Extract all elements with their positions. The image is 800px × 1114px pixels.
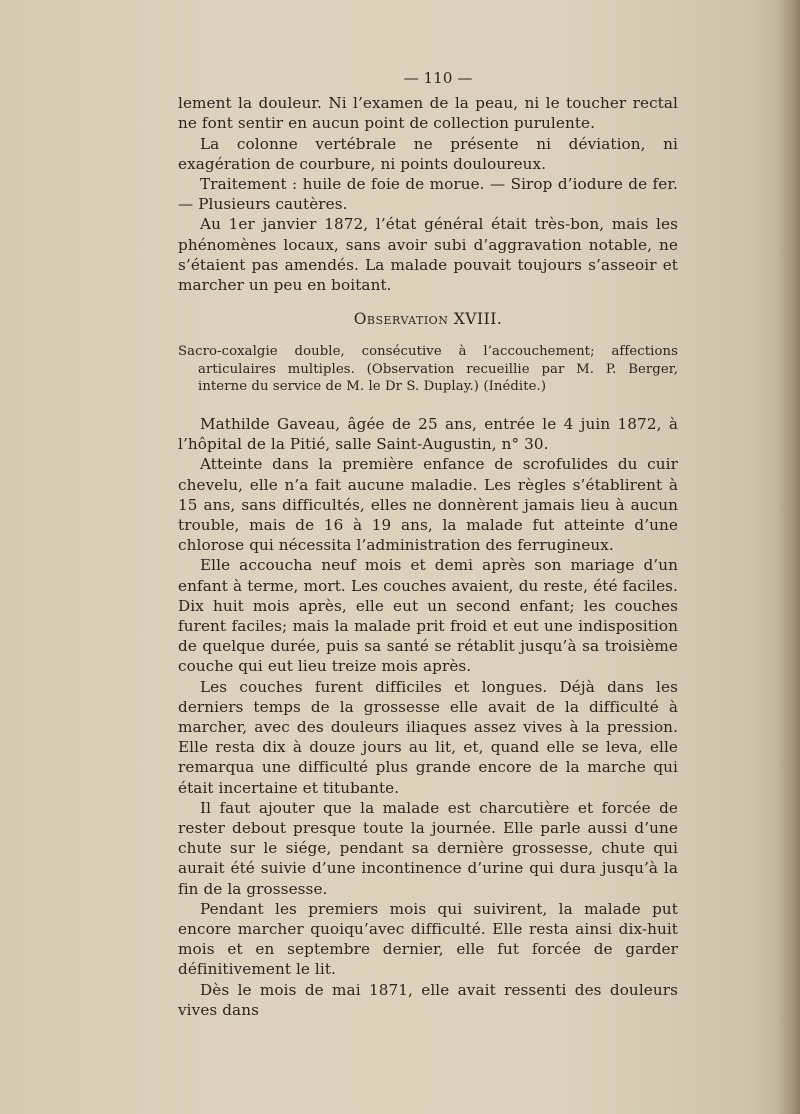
page-number: — 110 — [403, 69, 473, 87]
observation-title-prefix: Observation [353, 310, 449, 329]
text-column [178, 68, 678, 1020]
body-paragraph-1: Mathilde Gaveau, âgée de 25 ans, entrée le 4 juin 1872, à l’hôpital de la Pitié, salle Saint-Augustin, n° 30. [178, 414, 678, 454]
body-paragraph-3: Elle accoucha neuf mois et demi après son mariage d’un enfant à terme, mort. Les couches avaient, du reste, été faciles. Dix huit mois après, elle eut un second enfant; les couches furent faciles; mais la malade prit froid et eut une indisposition de quelque durée, puis sa santé se rétablit jusqu’à sa troisième couche qui eut lieu treize mois après. [178, 556, 678, 676]
intro-paragraph-4: Au 1er janvier 1872, l’état général était très-bon, mais les phénomènes locaux, sans avoir subi d’aggravation notable, ne s’étaient pas amendés. La malade pouvait toujours s’asseoir et marcher un peu en boitant. [178, 215, 678, 295]
intro-paragraph-1: lement la douleur. Ni l’examen de la peau, ni le toucher rectal ne font sentir en aucun point de collection purulente. [178, 94, 678, 133]
observation-summary: Sacro-coxalgie double, consécutive à l’accouchement; affections articulaires multiples. (Observation recueillie par M. P. Berger, interne du service de M. le Dr S. Duplay.) (Inédite.) [178, 344, 678, 395]
body-paragraph-2: Atteinte dans la première enfance de scrofulides du cuir chevelu, elle n’a fait aucune maladie. Les règles s’établirent à 15 ans, sans difficultés, elles ne donnèrent jamais lieu à aucun trouble, mais de 16 à 19 ans, la malade fut atteinte d’une chlorose qui nécessita l’administration des ferrugineux. [178, 455, 678, 555]
intro-paragraph-2: La colonne vertébrale ne présente ni déviation, ni exagération de courbure, ni points douloureux. [178, 134, 678, 173]
body-paragraph-5: Il faut ajouter que la malade est charcutière et forcée de rester debout presque toute la journée. Elle parle aussi d’une chute sur le siége, pendant sa dernière grossesse, chute qui aurait été suivie d’une incontinence d’urine qui dura jusqu’à la fin de la grossesse. [178, 798, 678, 898]
observation-title [178, 309, 678, 329]
body-paragraph-4: Les couches furent difficiles et longues. Déjà dans les derniers temps de la grossesse elle avait de la difficulté à marcher, avec des douleurs iliaques assez vives à la pression. Elle resta dix à douze jours au lit, et, quand elle se leva, elle remarqua une difficulté plus grande encore de la marche qui était incertaine et titubante. [178, 677, 678, 797]
intro-paragraph-3: Traitement : huile de foie de morue. — Sirop d’iodure de fer. — Plusieurs cautères. [178, 175, 678, 214]
body-paragraph-6: Pendant les premiers mois qui suivirent, la malade put encore marcher quoiqu’avec difficulté. Elle resta ainsi dix-huit mois et en septembre dernier, elle fut forcée de garder définitivement le lit. [178, 899, 678, 979]
page-edge-shadow [778, 0, 800, 1114]
body-paragraph-7: Dès le mois de mai 1871, elle avait ressenti des douleurs vives dans [178, 980, 678, 1019]
observation-title-number: XVIII. [453, 310, 503, 329]
